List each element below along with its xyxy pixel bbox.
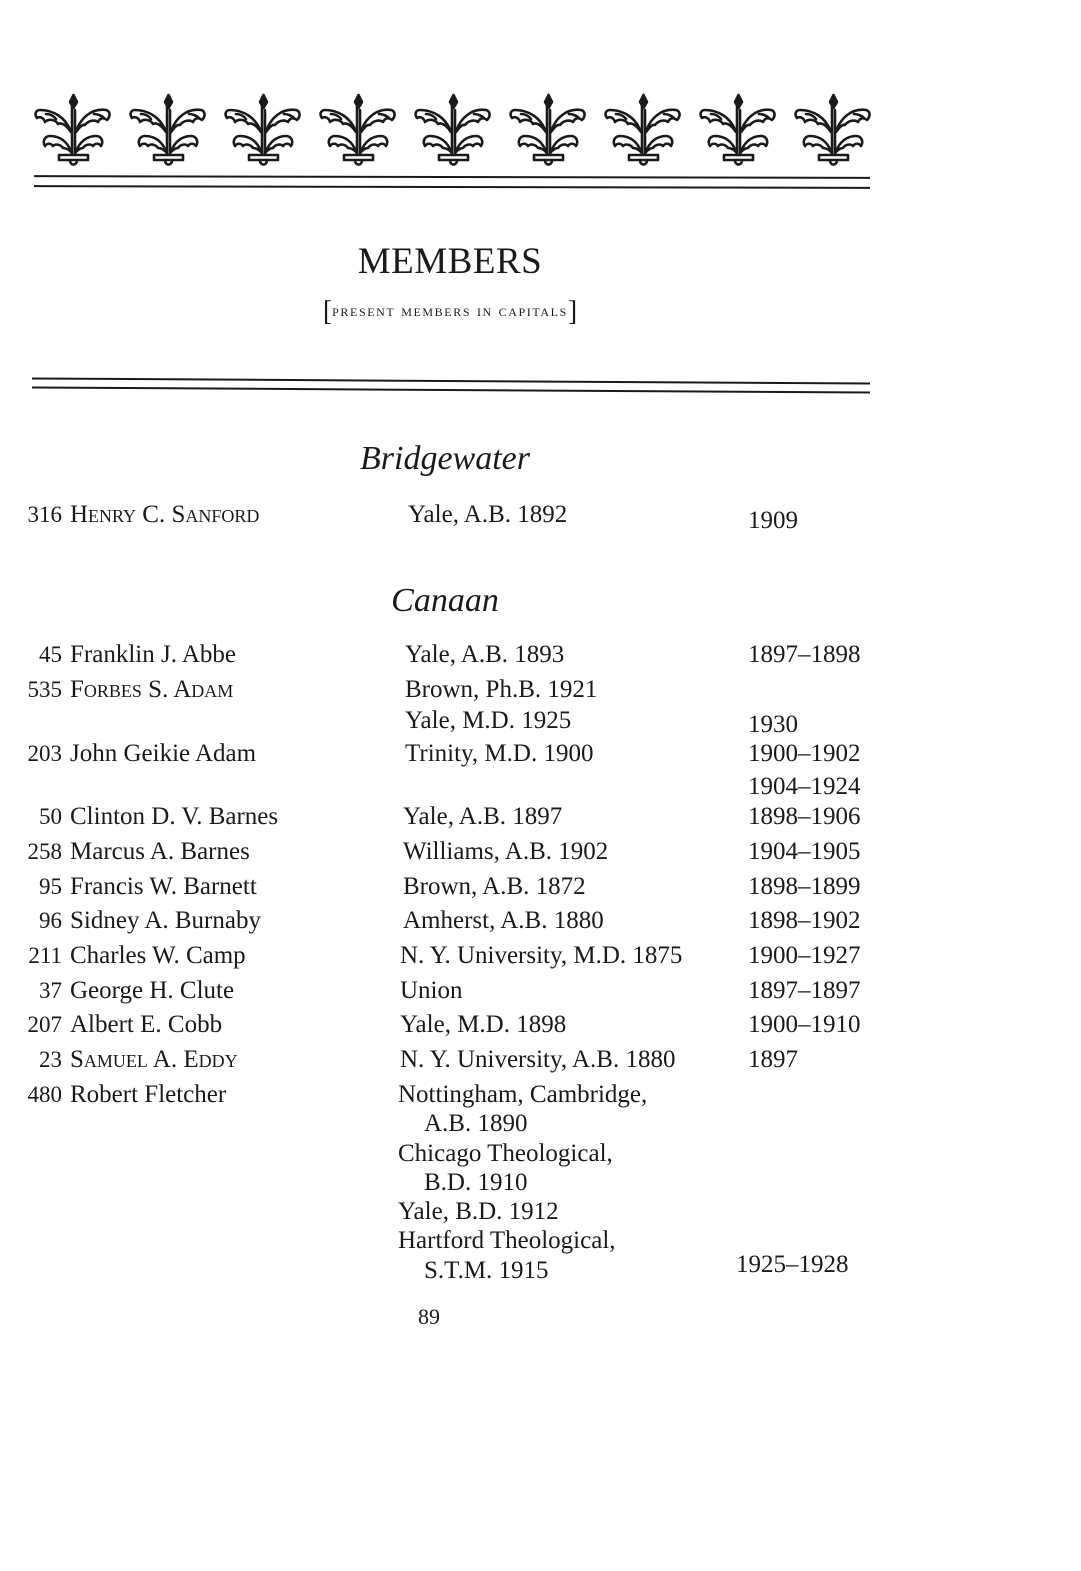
member-entry xyxy=(0,737,900,771)
member-degree: B.D. 1910 xyxy=(424,1169,528,1196)
member-degree: A.B. 1890 xyxy=(424,1110,528,1137)
member-degree: Chicago Theological, xyxy=(398,1140,613,1167)
top-rule-upper xyxy=(34,175,870,179)
member-degree: Yale, M.D. 1925 xyxy=(405,707,572,734)
subtitle-close-bracket: ] xyxy=(567,296,578,327)
member-years: 1898–1902 xyxy=(748,907,861,934)
member-years: 1909 xyxy=(748,507,798,534)
fleuron-icon xyxy=(792,92,872,172)
member-entry xyxy=(0,870,900,904)
member-number: 211 xyxy=(28,943,62,968)
member-years: 1904–1905 xyxy=(748,838,861,865)
member-number: 258 xyxy=(27,839,62,864)
page-number: 89 xyxy=(418,1304,440,1329)
fleuron-icon xyxy=(412,92,492,172)
member-entry xyxy=(0,498,900,532)
member-number: 535 xyxy=(27,677,62,702)
member-years: 1900–1910 xyxy=(748,1011,861,1038)
member-entry xyxy=(0,638,900,672)
member-degree: Trinity, M.D. 1900 xyxy=(405,740,594,767)
fleuron-icon xyxy=(602,92,682,172)
member-degree: N. Y. University, A.B. 1880 xyxy=(400,1046,676,1073)
member-name: Albert E. Cobb xyxy=(70,1011,223,1038)
member-degree: Yale, M.D. 1898 xyxy=(400,1011,567,1038)
member-degree: Yale, B.D. 1912 xyxy=(398,1198,559,1225)
member-entry xyxy=(0,974,900,1008)
member-entry xyxy=(0,800,900,834)
member-name: Charles W. Camp xyxy=(70,942,246,969)
member-degree: Amherst, A.B. 1880 xyxy=(403,907,604,934)
page-subtitle xyxy=(0,296,900,328)
section-heading-canaan: Canaan xyxy=(391,582,499,619)
member-entry xyxy=(0,835,900,869)
member-degree: Union xyxy=(400,977,463,1004)
member-entry xyxy=(0,939,900,973)
member-degree: S.T.M. 1915 xyxy=(424,1257,549,1284)
header-rule-lower xyxy=(32,386,870,393)
member-entry xyxy=(0,1008,900,1042)
member-number: 45 xyxy=(39,642,62,667)
fleuron-icon xyxy=(697,92,777,172)
member-number: 203 xyxy=(27,741,62,766)
member-degree: N. Y. University, M.D. 1875 xyxy=(400,942,683,969)
fleuron-icon xyxy=(317,92,397,172)
member-years: 1904–1924 xyxy=(748,773,861,800)
member-years: 1925–1928 xyxy=(736,1251,849,1278)
member-years: 1930 xyxy=(748,711,798,738)
member-entry xyxy=(0,904,900,938)
member-degree: Yale, A.B. 1893 xyxy=(405,641,565,668)
section-heading-bridgewater: Bridgewater xyxy=(360,440,530,477)
member-name: Henry C. Sanford xyxy=(70,501,260,528)
member-degree: Yale, A.B. 1897 xyxy=(403,803,563,830)
page-title: MEMBERS xyxy=(357,241,543,282)
member-number: 316 xyxy=(27,502,62,527)
member-years: 1897 xyxy=(748,1046,798,1073)
subtitle-text: present members in capitals xyxy=(332,301,568,320)
member-years: 1897–1897 xyxy=(748,977,861,1004)
subtitle-open-bracket: [ xyxy=(322,296,333,327)
member-years: 1897–1898 xyxy=(748,641,861,668)
member-number: 50 xyxy=(39,804,62,829)
member-years: 1900–1902 xyxy=(748,740,861,767)
member-name: Samuel A. Eddy xyxy=(70,1046,238,1073)
fleuron-icon xyxy=(32,92,112,172)
member-degree: Williams, A.B. 1902 xyxy=(403,838,609,865)
top-rule-lower xyxy=(34,185,870,189)
member-entry xyxy=(0,673,900,707)
fleuron-icon xyxy=(222,92,302,172)
member-name: Marcus A. Barnes xyxy=(70,838,250,865)
fleuron-icon xyxy=(507,92,587,172)
member-name: Sidney A. Burnaby xyxy=(70,907,261,934)
member-degree: Yale, A.B. 1892 xyxy=(408,501,568,528)
member-years: 1898–1899 xyxy=(748,873,861,900)
member-entry xyxy=(0,1043,900,1077)
member-number: 96 xyxy=(39,908,62,933)
member-degree: Brown, Ph.B. 1921 xyxy=(405,676,598,703)
ornament-band xyxy=(32,88,872,172)
header-rule-upper xyxy=(32,377,870,384)
member-name: Franklin J. Abbe xyxy=(70,641,236,668)
member-entry-continuation xyxy=(0,704,900,738)
member-name: Forbes S. Adam xyxy=(70,676,234,703)
member-degree: Hartford Theological, xyxy=(398,1227,616,1254)
member-number: 37 xyxy=(39,978,62,1003)
member-number: 207 xyxy=(27,1012,62,1037)
member-name: Clinton D. V. Barnes xyxy=(70,803,279,830)
member-name: Robert Fletcher xyxy=(70,1081,227,1108)
member-number: 480 xyxy=(27,1082,62,1107)
member-name: John Geikie Adam xyxy=(70,740,257,767)
member-degree: Nottingham, Cambridge, xyxy=(398,1081,648,1108)
fleuron-icon xyxy=(127,92,207,172)
member-years: 1900–1927 xyxy=(748,942,861,969)
member-entry-continuation xyxy=(0,770,900,804)
member-years: 1898–1906 xyxy=(748,803,861,830)
member-name: Francis W. Barnett xyxy=(70,873,257,900)
member-degree: Brown, A.B. 1872 xyxy=(403,873,586,900)
member-name: George H. Clute xyxy=(70,977,235,1004)
member-number: 23 xyxy=(39,1047,62,1072)
member-number: 95 xyxy=(39,874,62,899)
